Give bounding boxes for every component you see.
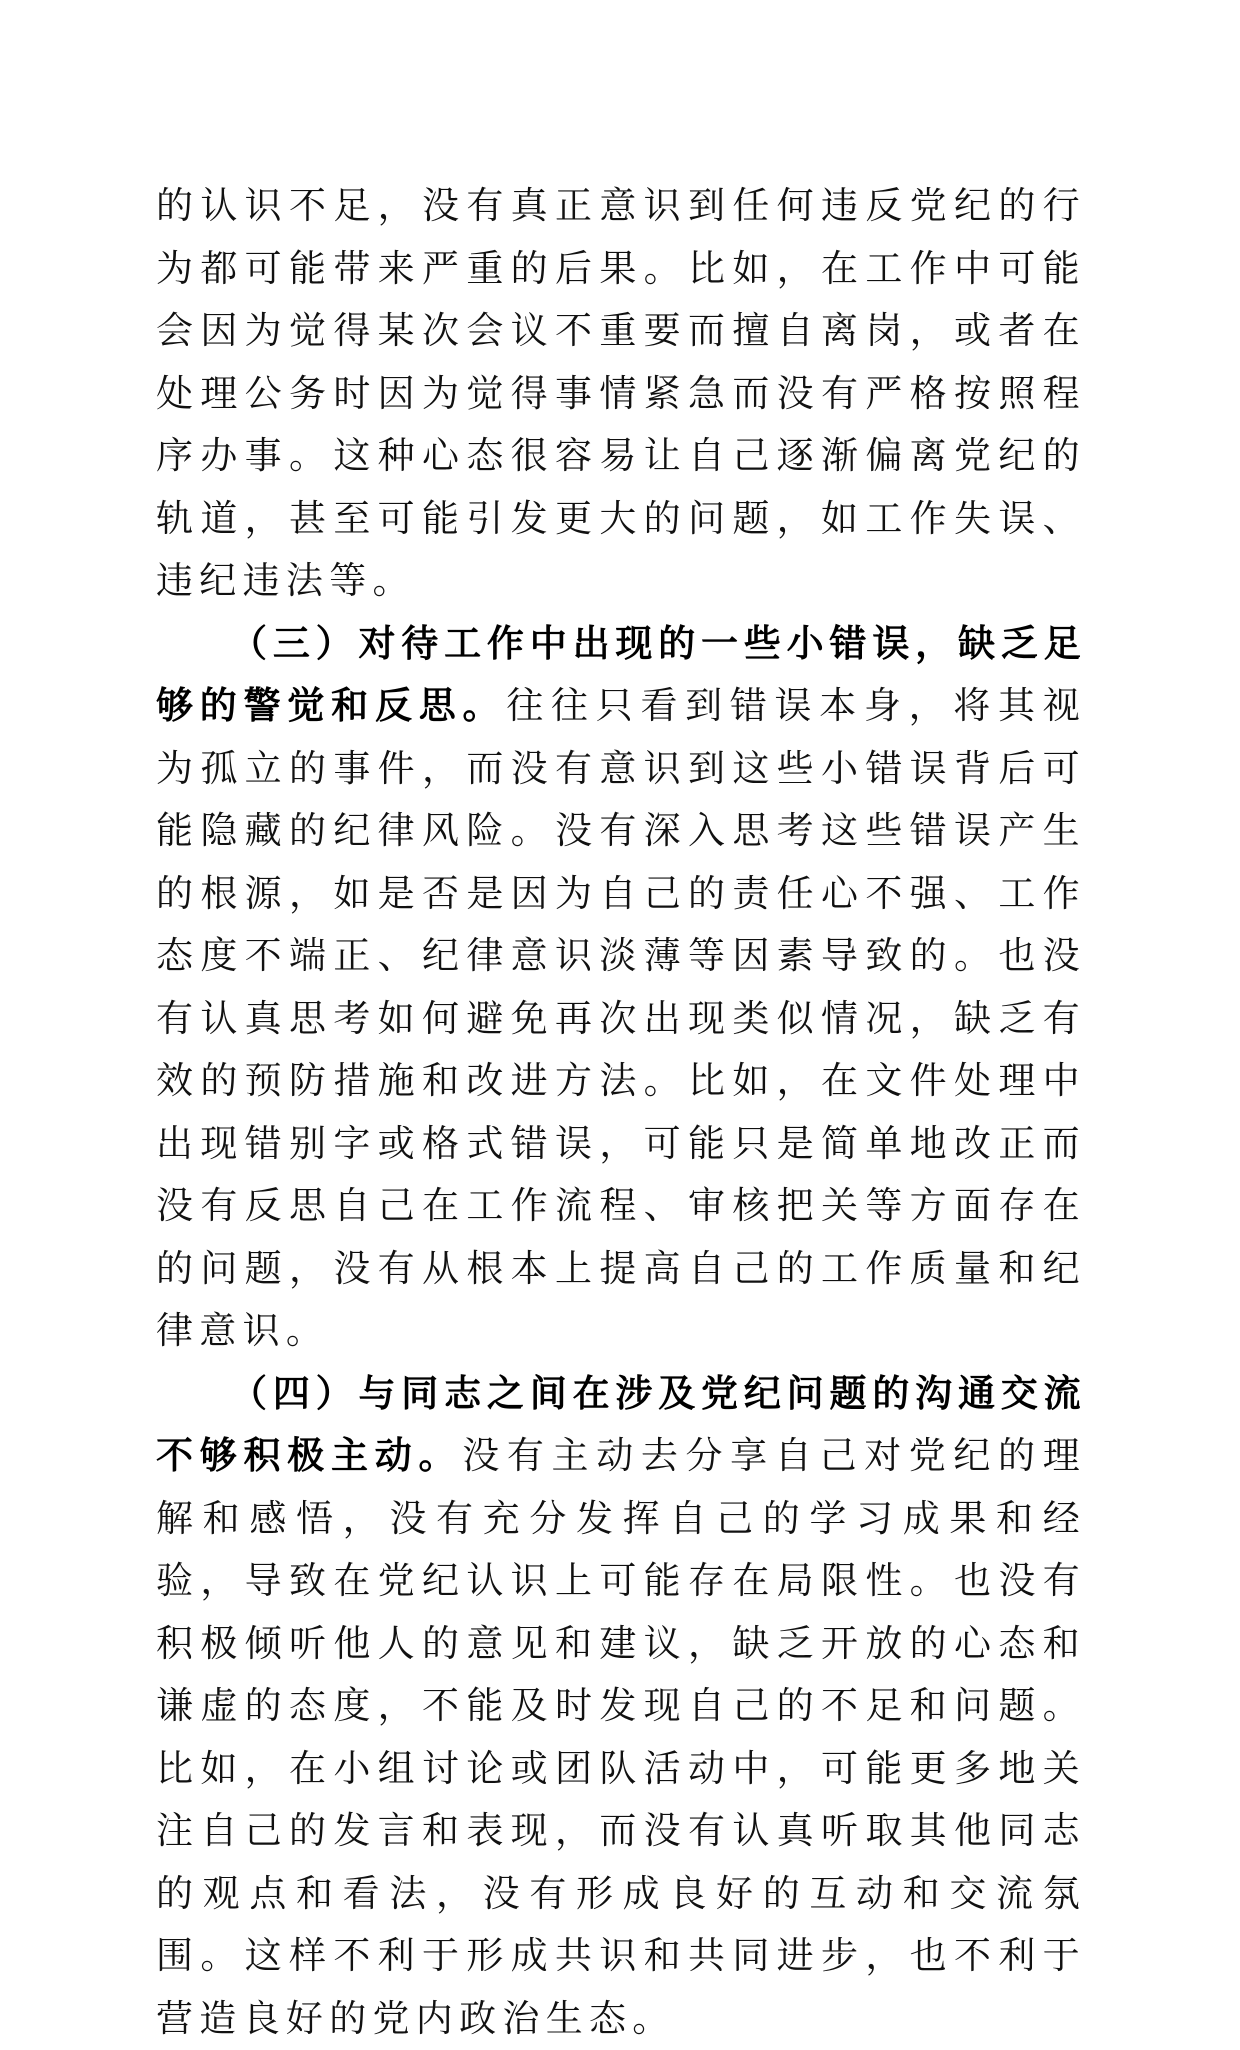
section-heading-3: （三）对待工作中出现的一些小错误，缺乏足够的警觉和反思。 [156, 622, 1086, 728]
paragraph-section-4 [156, 1363, 1086, 2050]
section-heading-4: （四）与同志之间在涉及党纪问题的沟通交流不够积极主动。 [156, 1372, 1086, 1478]
document-body [156, 175, 1086, 2050]
paragraph-text: 的认识不足，没有真正意识到任何违反党纪的行为都可能带来严重的后果。比如，在工作中可能会因为觉得某次会议不重要而擅自离岗，或者在处理公务时因为觉得事情紧急而没有严格按照程序办事。这种心态很容易让自己逐渐偏离党纪的轨道，甚至可能引发更大的问题，如工作失误、违纪违法等。 [156, 184, 1086, 602]
paragraph-section-3 [156, 613, 1086, 1363]
paragraph-text: 没有主动去分享自己对党纪的理解和感悟，没有充分发挥自己的学习成果和经验，导致在党纪认识上可能存在局限性。也没有积极倾听他人的意见和建议，缺乏开放的心态和谦虚的态度，不能及时发现自己的不足和问题。比如，在小组讨论或团队活动中，可能更多地关注自己的发言和表现，而没有认真听取其他同志的观点和看法，没有形成良好的互动和交流氛围。这样不利于形成共识和共同进步，也不利于营造良好的党内政治生态。 [156, 1434, 1086, 2040]
paragraph-continuation [156, 175, 1086, 613]
paragraph-text: 往往只看到错误本身，将其视为孤立的事件，而没有意识到这些小错误背后可能隐藏的纪律风险。没有深入思考这些错误产生的根源，如是否是因为自己的责任心不强、工作态度不端正、纪律意识淡薄等因素导致的。也没有认真思考如何避免再次出现类似情况，缺乏有效的预防措施和改进方法。比如，在文件处理中出现错别字或格式错误，可能只是简单地改正而没有反思自己在工作流程、审核把关等方面存在的问题，没有从根本上提高自己的工作质量和纪律意识。 [156, 684, 1086, 1352]
